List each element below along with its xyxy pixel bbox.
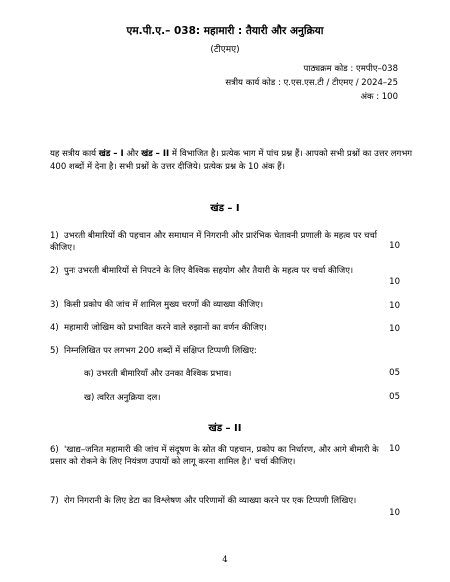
question-4 xyxy=(50,322,395,334)
question-5-part-b-marks: 05 xyxy=(389,392,400,402)
instructions-paragraph: यह सत्रीय कार्य खंड – I और खंड – II में विभाजित है। प्रत्येक भाग में पांच प्रश्न हैं। आपको सभी प्रश्नों का उत्तर लगभग 400 शब्दों में देना है। सभी प्रश्नों के उत्तर दीजिये। प्रत्येक प्रश्न के 10 अंक हैं। xyxy=(50,149,413,172)
question-text: महामारी जोखिम को प्रभावित करने वाले रुझानों का वर्णन कीजिए। xyxy=(64,323,267,333)
question-6-marks: 10 xyxy=(389,444,400,454)
question-2-marks: 10 xyxy=(389,277,400,287)
page-number: 4 xyxy=(222,555,228,565)
question-text: पुनः उभरती बीमारियों से निपटने के लिए वैश्विक सहयोग और तैयारी के महत्व पर चर्चा कीजिए। xyxy=(64,266,354,276)
question-number: 7) xyxy=(50,496,59,506)
question-6 xyxy=(50,444,395,468)
document-title: एम.पी.ए.– 038: महामारी : तैयारी और अनुक्रिया xyxy=(126,25,324,37)
question-3 xyxy=(50,299,395,311)
question-5-part-a: क) उभरती बीमारियाँ और उनका वैश्विक प्रभाव। xyxy=(84,369,232,379)
question-2 xyxy=(50,265,395,277)
course-code: पाठ्यक्रम कोड : एमपीए–038 xyxy=(303,64,398,74)
question-text: उभरती बीमारियों की पहचान और समाधान में निगरानी और प्रारंभिक चेतावनी प्रणाली के महत्व पर चर्चा कीजिए। xyxy=(50,231,377,253)
section-1-heading: खंड – I xyxy=(210,203,240,214)
total-marks: अंक : 100 xyxy=(360,92,398,102)
question-5 xyxy=(50,345,395,357)
question-number: 3) xyxy=(50,300,59,310)
question-7 xyxy=(50,495,395,507)
question-text: निम्नलिखित पर लगभग 200 शब्दों में संक्षिप्त टिप्पणी लिखिए: xyxy=(64,346,257,356)
question-5-part-a-marks: 05 xyxy=(389,368,400,378)
question-number: 1) xyxy=(50,231,59,241)
question-7-marks: 10 xyxy=(389,508,400,518)
question-5-part-b: ख) त्वरित अनुक्रिया दल। xyxy=(84,393,161,403)
question-number: 5) xyxy=(50,346,59,356)
assignment-code: सत्रीय कार्य कोड : ए.एस.एस.टी / टीएमए / 2024–25 xyxy=(225,78,398,88)
question-4-marks: 10 xyxy=(389,324,400,334)
question-1 xyxy=(50,230,395,254)
question-number: 4) xyxy=(50,323,59,333)
question-text: 'खाद्य–जनित महामारी की जांच में संदूषण के स्रोत की पहचान, प्रकोप का निर्धारण, और आगे बीमारी के प्रसार को रोकने के लिए नियंत्रण उपायों को लागू करना शामिल है।' चर्चा कीजिए। xyxy=(50,445,379,467)
question-1-marks: 10 xyxy=(389,241,400,251)
question-3-marks: 10 xyxy=(389,301,400,311)
question-text: किसी प्रकोप की जांच में शामिल मुख्य चरणों की व्याख्या कीजिए। xyxy=(64,300,264,310)
question-text: रोग निगरानी के लिए डेटा का विश्लेषण और परिणामों की व्याख्या करने पर एक टिप्पणी लिखिए। xyxy=(64,496,357,506)
question-number: 2) xyxy=(50,266,59,276)
question-number: 6) xyxy=(50,445,59,455)
section-2-heading: खंड – II xyxy=(208,423,242,434)
document-subtitle: (टीएमए) xyxy=(210,45,240,55)
